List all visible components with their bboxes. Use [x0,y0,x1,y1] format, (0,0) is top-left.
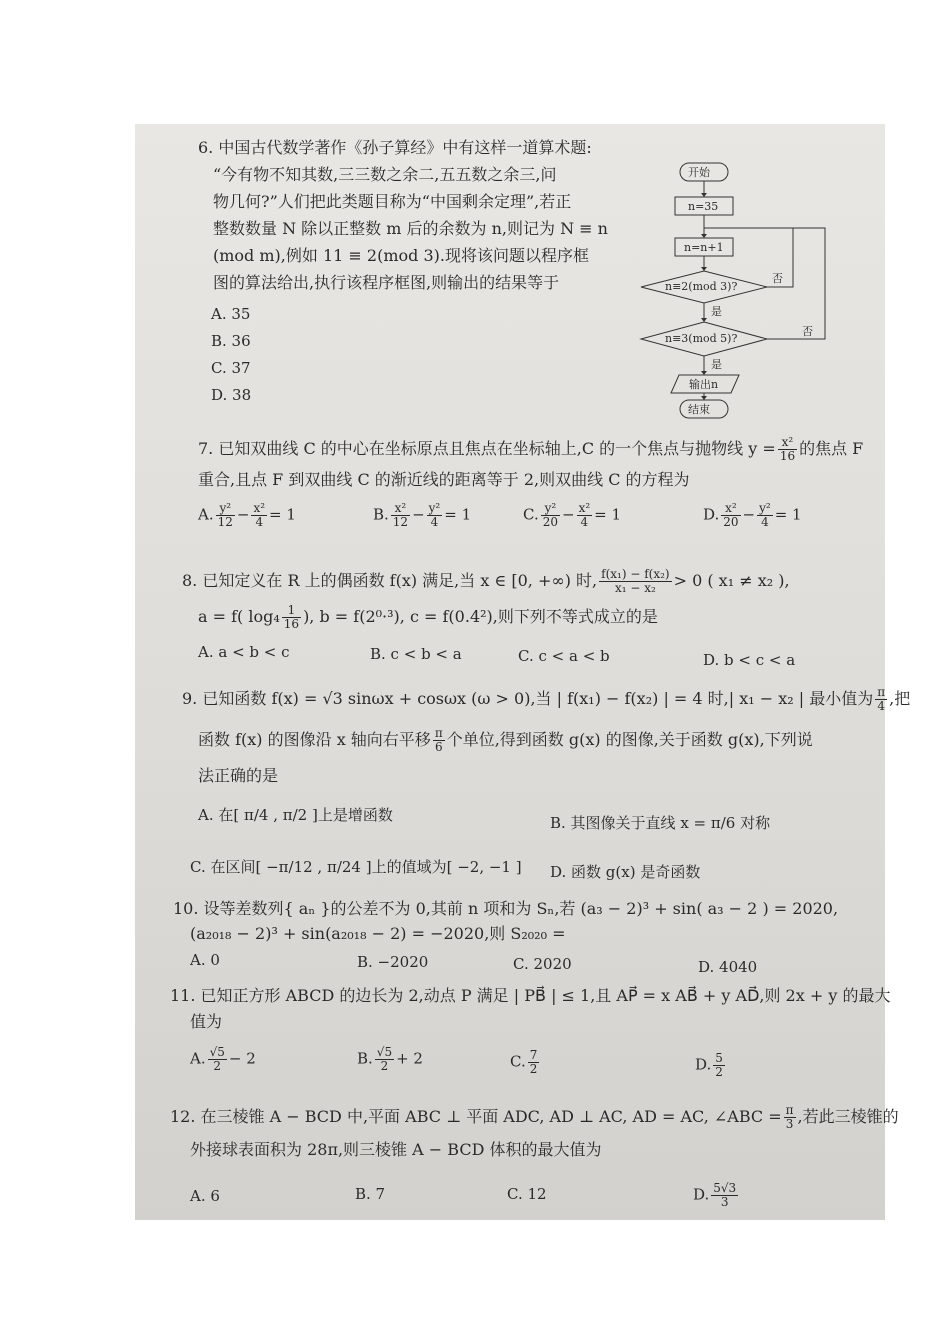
q7-a-frac2 [251,502,267,529]
q11-b-num: √5 [376,1045,393,1059]
q7-b-n2: y² [428,501,441,515]
q9-pi4-den: 4 [877,699,886,713]
q7-line-1-tail: 的焦点 F [799,439,864,458]
q7-a-d1: 12 [217,515,233,529]
q12-pi3-num: π [785,1103,794,1117]
q7-c-frac2 [577,502,593,529]
q11-a-den: 2 [213,1059,222,1073]
q11-b-rest: + 2 [396,1049,423,1068]
q7-b-n1: x² [391,502,410,516]
q6-option-a: A. 35 [211,305,251,323]
q7-d-frac1 [721,502,740,529]
q7-option-b: B. $\frac{\text{x²}}{12}$ − $\frac{\text{y²}}{4}$ = 1 [373,501,472,529]
q10-option-b: B. −2020 [357,953,429,971]
q7-d-label: D. [703,505,720,524]
q12-line-1 [170,1104,899,1131]
q6-line-3: 物几何?”人们把此类题目称为“中国剩余定理”,若正 [213,192,572,211]
q6-line-6: 图的算法给出,执行该程序框图,则输出的结果等于 [213,273,560,292]
q11-c-label: C. [510,1052,526,1071]
q7-a-n1: y² [216,502,235,516]
q7-line-2: 重合,且点 F 到双曲线 C 的渐近线的距离等于 2,则双曲线 C 的方程为 [198,470,690,489]
flow-yes1-label: 是 [711,305,722,318]
flow-end-label: 结束 [688,403,710,416]
q11-c-num: 7 [529,1048,538,1062]
q11-option-a [190,1046,256,1073]
q7-b-frac1 [391,502,410,529]
q7-d-n2: y² [759,501,771,515]
q6-line-4: 整数数量 N 除以正整数 m 后的余数为 n,则记为 N ≡ n [213,219,608,238]
q12-d-den: 3 [720,1195,729,1209]
q6-line-2: “今有物不知其数,三三数之余二,五五数之余三,问 [213,165,557,184]
q11-option-d [695,1052,727,1079]
q7-a-label: A. [198,505,214,524]
q8-line-1 [182,568,790,595]
q7-b-d1: 12 [392,515,409,529]
q12-option-d [693,1182,740,1209]
q8-option-a: A. a < b < c [198,643,290,661]
q10-line-2: (a₂₀₁₈ − 2)³ + sin(a₂₀₁₈ − 2) = −2020,则 S₂₀₂₀ = [190,924,566,943]
q9-option-a: A. 在[ π/4 , π/2 ]上是增函数 [198,806,393,824]
q12-option-c: C. 12 [507,1185,547,1203]
q11-line-2: 值为 [190,1012,223,1031]
q10-line-1: 10. 设等差数列{ aₙ }的公差不为 0,其前 n 项和为 Sₙ,若 (a₃ − 2)³ + sin( a₃ − 2 ) = 2020, [173,899,839,918]
q9-line-2-text: 函数 f(x) 的图像沿 x 轴向右平移 [198,730,431,749]
q12-option-b: B. 7 [355,1185,386,1203]
q7-b-frac2 [427,502,443,529]
q11-c-frac [528,1049,540,1076]
q7-c-n1: y² [541,502,560,516]
q7-d-n1: x² [721,502,740,516]
q9-line-1 [182,686,910,713]
q9-line-2-tail: 个单位,得到函数 g(x) 的图像,关于函数 g(x),下列说 [446,730,813,749]
q8-option-d: D. b < c < a [703,651,796,669]
q7-parabola-den: 16 [779,449,796,463]
q8-line-2-text: a = f( log₄ [198,607,280,626]
q7-c-d2: 4 [580,515,589,529]
flow-no1-label: 否 [772,272,783,285]
q12-pi3-fraction [784,1104,796,1131]
q12-option-a: A. 6 [190,1187,220,1205]
q8-line-2-tail: ), b = f(2⁰·³), c = f(0.4²),则下列不等式成立的是 [303,607,658,626]
q9-line-2 [198,727,813,754]
q7-line-1-text: 7. 已知双曲线 C 的中心在坐标原点且焦点在坐标轴上,C 的一个焦点与抛物线 y = [198,439,776,458]
q11-a-rest: − 2 [228,1049,256,1068]
q11-d-num: 5 [715,1051,723,1065]
q11-c-den: 2 [529,1062,538,1076]
q7-d-frac2 [757,502,773,529]
q11-line-1: 11. 已知正方形 ABCD 的边长为 2,动点 P 满足 | PB⃗ | ≤ 1,且 AP⃗ = x AB⃗ + y AD⃗,则 2x + y 的最大 [170,986,891,1005]
q10-option-d: D. 4040 [698,958,758,976]
q7-a-rest: = 1 [269,505,296,524]
q9-line-1-tail: ,把 [889,689,911,708]
flow-start-label: 开始 [688,166,710,179]
q7-a-frac1 [216,502,235,529]
q6-line-5: (mod m),例如 11 ≡ 2(mod 3).现将该问题以程序框 [213,246,589,265]
q12-line-2: 外接球表面积为 28π,则三棱锥 A − BCD 体积的最大值为 [190,1140,602,1159]
q11-d-den: 2 [715,1065,723,1079]
q11-a-num: √5 [209,1045,225,1059]
q7-option-c: C. $\frac{\text{y²}}{20}$ − $\frac{\text{x²}}{4}$ = 1 [523,501,622,529]
q8-line-1-tail: > 0 ( x₁ ≠ x₂ ), [673,571,790,590]
q6-option-d: D. 38 [211,386,252,404]
q8-option-c: C. c < a < b [518,647,610,665]
flow-step-label: n=n+1 [684,241,724,254]
q7-parabola-num: x² [778,436,797,450]
q12-pi3-den: 3 [785,1117,794,1131]
q9-pi4-fraction [875,686,887,713]
q7-a-d2: 4 [255,515,264,529]
q10-option-c: C. 2020 [513,955,572,973]
q11-a-frac [208,1046,227,1073]
q7-c-n2: x² [578,501,591,515]
q6-option-b: B. 36 [211,332,251,350]
q11-b-frac [375,1046,394,1073]
q8-log-fraction [282,604,301,631]
q6-line-1: 6. 中国古代数学著作《孙子算经》中有这样一道算术题: [198,138,592,157]
q7-c-label: C. [523,505,539,524]
q11-d-frac [713,1052,725,1079]
q7-a-n2: x² [253,501,266,515]
q11-a-label: A. [190,1049,206,1068]
q7-c-rest: = 1 [594,505,622,524]
q8-line-1-text: 8. 已知定义在 R 上的偶函数 f(x) 满足,当 x ∈ [0, +∞) 时, [182,571,598,590]
q7-b-label: B. [373,505,389,524]
q9-pi6-den: 6 [434,740,443,754]
q11-b-den: 2 [380,1059,389,1073]
q12-d-frac [711,1182,738,1209]
q9-line-3: 法正确的是 [198,766,279,785]
q10-option-a: A. 0 [190,951,220,969]
flow-cond1-label: n≡2(mod 3)? [665,280,738,293]
q7-d-d1: 20 [723,515,739,529]
q8-line-2 [198,604,658,631]
q7-line-1 [198,436,863,463]
q12-d-num: 5√3 [713,1181,737,1195]
q8-option-b: B. c < b < a [370,645,462,663]
q9-option-b: B. 其图像关于直线 x = π/6 对称 [550,814,771,832]
flow-cond2-label: n≡3(mod 5)? [665,332,738,345]
flow-init-label: n=35 [688,200,719,213]
q7-parabola-fraction [778,436,797,463]
q7-b-rest: = 1 [444,505,472,524]
q11-option-b [357,1046,423,1073]
flow-yes2-label: 是 [711,358,722,371]
q8-log-den: 16 [283,617,300,631]
q8-fraction [599,568,671,595]
q11-b-label: B. [357,1049,373,1068]
q9-pi4-num: π [877,685,886,699]
q11-option-c [510,1049,541,1076]
q7-d-d2: 4 [761,515,769,529]
q9-line-1-text: 9. 已知函数 f(x) = √3 sinωx + cosωx (ω > 0),当 | f(x₁) − f(x₂) | = 4 时,| x₁ − x₂ | 最小值为 [182,689,874,708]
q8-log-num: 1 [282,604,301,618]
q11-d-label: D. [695,1055,712,1074]
q7-b-d2: 4 [430,515,439,529]
q8-frac-den: x₁ − x₂ [614,581,656,595]
q6-option-c: C. 37 [211,359,251,377]
q7-d-rest: = 1 [774,505,802,524]
q7-option-d: D. $\frac{\text{x²}}{20}$ − $\frac{\text{y²}}{4}$ = 1 [703,501,802,529]
exam-paper [135,124,911,1220]
q7-c-frac1 [541,502,560,529]
q8-frac-num: f(x₁) − f(x₂) [601,567,670,581]
q9-pi6-num: π [434,726,443,740]
q7-c-d1: 20 [542,515,558,529]
q12-line-1-tail: ,若此三棱锥的 [797,1107,899,1126]
flow-output-label: 输出n [689,378,719,391]
q12-line-1-text: 12. 在三棱锥 A − BCD 中,平面 ABC ⊥ 平面 ADC, AD ⊥ AC, AD = AC, ∠ABC = [170,1107,782,1126]
q9-option-d: D. 函数 g(x) 是奇函数 [550,863,701,881]
q9-pi6-fraction [433,727,445,754]
q7-option-a: A. $\frac{\text{y²}}{12}$ − $\frac{\text{x²}}{4}$ = 1 [198,501,296,529]
q9-option-c: C. 在区间[ −π/12 , π/24 ]上的值域为[ −2, −1 ] [190,858,522,876]
q12-d-label: D. [693,1185,710,1204]
flowchart [635,159,865,424]
flow-no2-label: 否 [802,325,813,338]
